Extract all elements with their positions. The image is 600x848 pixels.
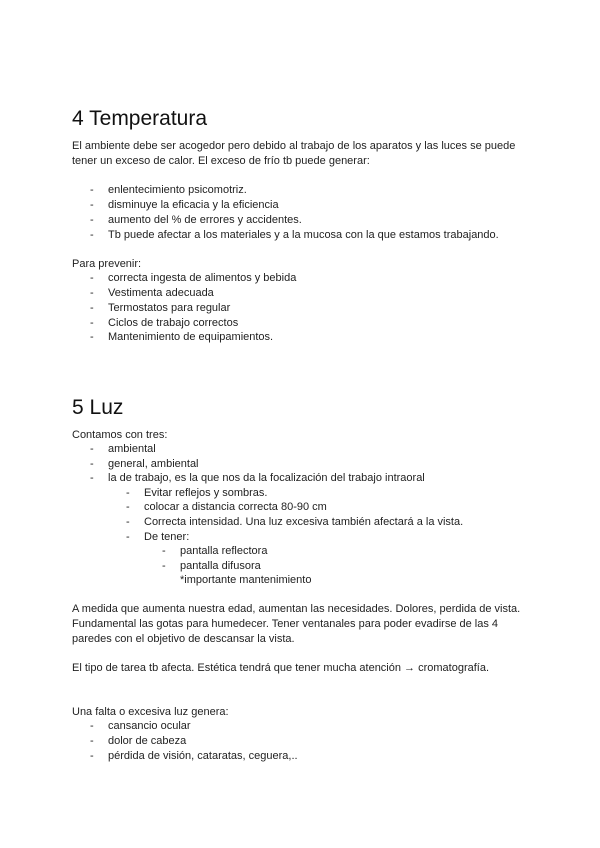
list-item: Vestimenta adecuada	[108, 287, 214, 299]
list-item: pérdida de visión, cataratas, ceguera,..	[108, 750, 298, 762]
bullet-dash: -	[162, 560, 166, 572]
sub-list-item: Evitar reflejos y sombras.	[144, 487, 268, 499]
bullet-dash: -	[90, 720, 94, 732]
bullet-dash: -	[90, 750, 94, 762]
deficit-label: Una falta o excesiva luz genera:	[72, 706, 229, 718]
bullet-dash: -	[90, 735, 94, 747]
list-item: Termostatos para regular	[108, 302, 231, 314]
sub-list-item: colocar a distancia correcta 80-90 cm	[144, 501, 327, 513]
list-item: ambiental	[108, 443, 156, 455]
paragraph-line: El ambiente debe ser acogedor pero debido al trabajo de los aparatos y las luces se puede	[72, 140, 516, 152]
list-item: Mantenimiento de equipamientos.	[108, 331, 274, 343]
list-item: dolor de cabeza	[108, 735, 187, 747]
list-item: disminuye la eficacia y la eficiencia	[108, 199, 279, 211]
heading-temperatura: 4 Temperatura	[72, 107, 208, 130]
bullet-dash: -	[126, 531, 130, 543]
bullet-dash: -	[126, 487, 130, 499]
paragraph-line: tener un exceso de calor. El exceso de frío tb puede generar:	[72, 155, 370, 167]
bullet-dash: -	[90, 272, 94, 284]
bullet-dash: -	[90, 443, 94, 455]
list-item: Tb puede afectar a los materiales y a la mucosa con la que estamos trabajando.	[108, 229, 499, 241]
bullet-dash: -	[90, 302, 94, 314]
list-item: enlentecimiento psicomotriz.	[108, 184, 247, 196]
paragraph-line: paredes con el objetivo de descansar la vista.	[72, 633, 295, 645]
list-item: general, ambiental	[108, 458, 199, 470]
sub-list-item: De tener:	[144, 531, 190, 543]
list-item: Ciclos de trabajo correctos	[108, 317, 239, 329]
sub-sub-list-item: pantalla difusora	[180, 560, 261, 572]
bullet-dash: -	[90, 287, 94, 299]
paragraph-line: Fundamental las gotas para humedecer. Tener ventanales para poder evadirse de las 4	[72, 618, 499, 630]
sub-list-item: Correcta intensidad. Una luz excesiva también afectará a la vista.	[144, 516, 464, 528]
bullet-dash: -	[126, 516, 130, 528]
bullet-dash: -	[126, 501, 130, 513]
bullet-dash: -	[90, 472, 94, 484]
list-item: la de trabajo, es la que nos da la focalización del trabajo intraoral	[108, 472, 425, 484]
bullet-dash: -	[90, 199, 94, 211]
bullet-dash: -	[90, 184, 94, 196]
sub-sub-list-item: pantalla reflectora	[180, 545, 268, 557]
paragraph-line: A medida que aumenta nuestra edad, aumentan las necesidades. Dolores, perdida de vista.	[72, 603, 521, 615]
bullet-dash: -	[90, 229, 94, 241]
bullet-dash: -	[162, 545, 166, 557]
list-item: cansancio ocular	[108, 720, 191, 732]
paragraph-line: El tipo de tarea tb afecta. Estética tendrá que tener mucha atención → cromatografía.	[72, 662, 490, 674]
bullet-dash: -	[90, 458, 94, 470]
bullet-dash: -	[90, 331, 94, 343]
bullet-dash: -	[90, 214, 94, 226]
paragraph-line: Contamos con tres:	[72, 429, 168, 441]
prevent-label: Para prevenir:	[72, 258, 142, 270]
list-item: correcta ingesta de alimentos y bebida	[108, 272, 297, 284]
list-item: aumento del % de errores y accidentes.	[108, 214, 302, 226]
note: *importante mantenimiento	[180, 574, 312, 586]
heading-luz: 5 Luz	[72, 396, 124, 419]
bullet-dash: -	[90, 317, 94, 329]
